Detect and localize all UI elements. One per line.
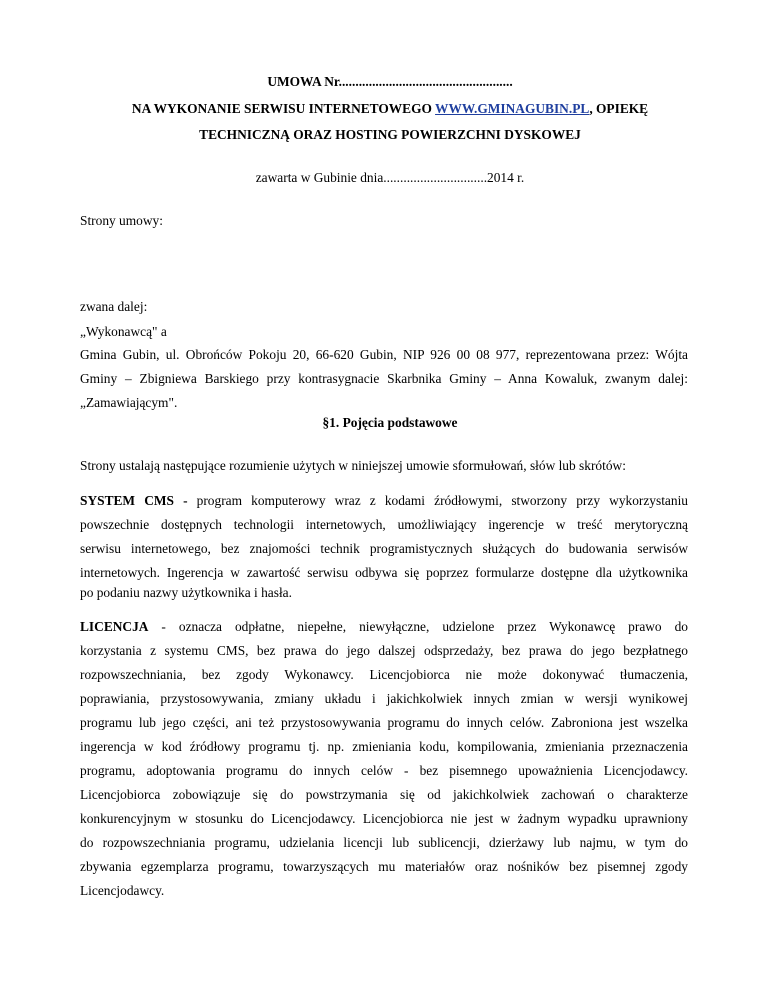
subtitle-suffix: , OPIEKĘ — [589, 101, 649, 116]
subtitle-prefix: NA WYKONANIE SERWISU INTERNETOWEGO — [131, 101, 436, 116]
license-definition-line3: rozpowszechniania, bez zgody Wykonawcy. Licencjobiorca nie może dokonywać tłumaczenia, — [80, 667, 688, 682]
cms-definition-line5: po podaniu nazwy użytkownika i hasła. — [80, 585, 292, 600]
contract-number-line: UMOWA Nr.................................................... — [267, 74, 513, 89]
cms-definition-line4: internetowych. Ingerencja w zawartość serwisu odbywa się poprzez formularze dostępne dla użytkownika — [80, 565, 688, 580]
license-definition-line4: poprawiania, przystosowywania, zmiany układu i jakichkolwiek innych zmian w wersji wynikowej — [80, 691, 688, 706]
municipality-line1: Gmina Gubin, ul. Obrońców Pokoju 20, 66-620 Gubin, NIP 926 00 08 977, reprezentowana przez: Wójta — [80, 347, 688, 362]
cms-definition-line1: SYSTEM CMS - program komputerowy wraz z kodami źródłowymi, stworzony przy wykorzystaniu — [80, 493, 688, 508]
license-term: LICENCJA — [80, 619, 149, 634]
cms-definition-line3: serwisu internetowego, bez znajomości technik programistycznych służących do budowania serwisów — [80, 541, 688, 556]
license-definition-line11: zbywania egzemplarza programu, towarzyszących mu materiałów oraz nośników bez pisemnej zgody — [80, 859, 688, 874]
section-intro: Strony ustalają następujące rozumienie użytych w niniejszej umowie sformułowań, słów lub skrótów: — [80, 458, 626, 473]
license-definition-line6: ingerencja w kod źródłowy programu tj. np. zmieniania kodu, kompilowania, zmieniania przeznaczenia — [80, 739, 688, 754]
license-definition-line8: Licencjobiorca zobowiązuje się do powstrzymania się od jakichkolwiek zachowań o charakterze — [80, 787, 688, 802]
cms-definition-line2: powszechnie dostępnych technologii internetowych, umożliwiający ingerencje w treść merytoryczną — [80, 517, 688, 532]
license-definition-line12: Licencjodawcy. — [80, 883, 165, 898]
called-label: zwana dalej: — [80, 299, 148, 314]
section-heading: §1. Pojęcia podstawowe — [322, 415, 458, 430]
license-definition-line2: korzystania z systemu CMS, bez prawa do jego dalszej odsprzedaży, bez prawa do jego bezpłatnego — [80, 643, 688, 658]
parties-label: Strony umowy: — [80, 213, 163, 228]
municipality-line2: Gminy – Zbigniewa Barskiego przy kontrasygnacie Skarbnika Gminy – Anna Kowaluk, zwanym dalej: — [80, 371, 688, 386]
license-definition-line9: konkurencyjnym w stosunku do Licencjodawcy. Licencjobiorca nie jest w żadnym wypadku uprawniony — [80, 811, 688, 826]
contract-subtitle-line2: TECHNICZNĄ ORAZ HOSTING POWIERZCHNI DYSKOWEJ — [199, 127, 581, 142]
license-definition-line1: LICENCJA - oznacza odpłatne, niepełne, niewyłączne, udzielone przez Wykonawcę prawo do — [80, 619, 688, 634]
municipality-line3: „Zamawiającym". — [80, 395, 178, 410]
license-definition-line7: programu, adoptowania programu do innych celów - bez pisemnego upoważnienia Licencjodawcy. — [80, 763, 688, 778]
contractor-label: „Wykonawcą" a — [80, 324, 167, 339]
website-link[interactable]: WWW.GMINAGUBIN.PL — [435, 101, 590, 116]
cms-term: SYSTEM CMS - — [80, 493, 188, 508]
license-definition-line5: programu lub jego części, ani też przystosowywania programu do innych celów. Zabroniona jest wszelka — [80, 715, 688, 730]
license-definition-line10: do rozpowszechniania programu, udzielania licencji lub sublicencji, dzierżawy lub najmu, w tym do — [80, 835, 688, 850]
contract-date-line: zawarta w Gubinie dnia...............................2014 r. — [255, 170, 525, 185]
contract-title — [80, 74, 700, 90]
contract-subtitle-line1 — [80, 101, 700, 117]
